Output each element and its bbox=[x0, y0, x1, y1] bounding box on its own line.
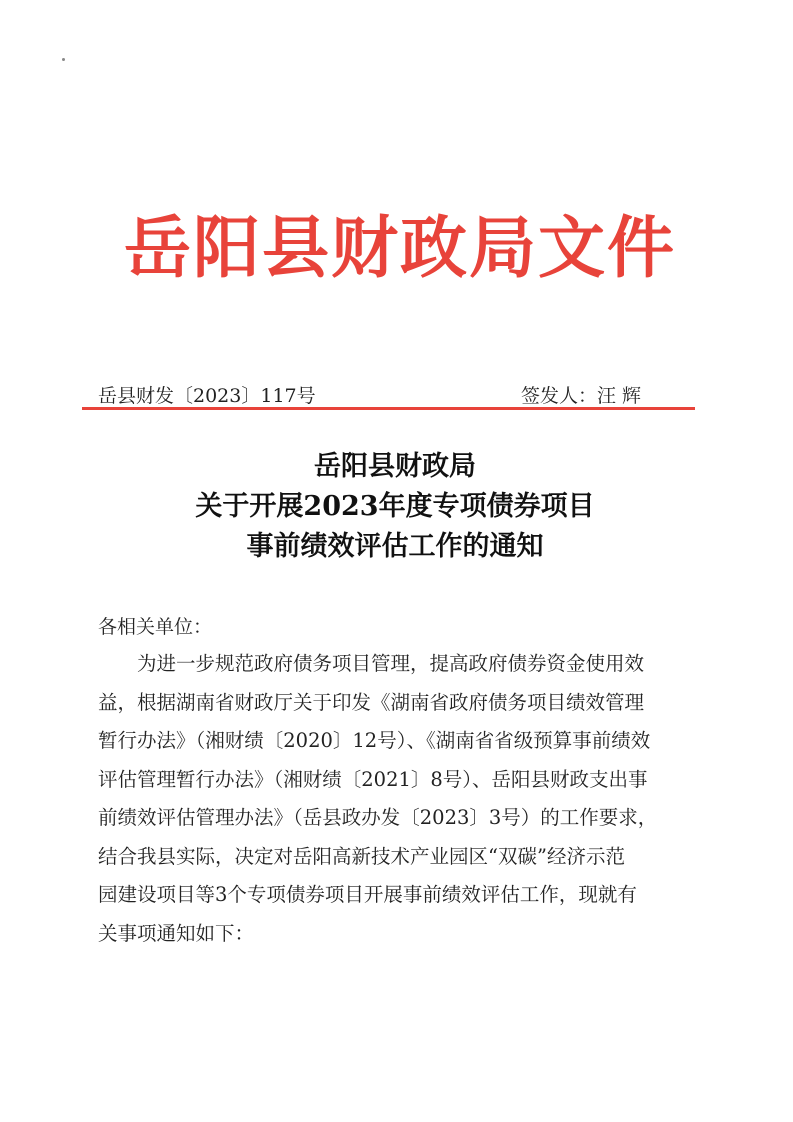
document-number: 岳县财发〔2023〕117号 bbox=[98, 385, 316, 407]
body-line: 结合我县实际，决定对岳阳高新技术产业园区“双碳”经济示范 bbox=[98, 844, 625, 868]
salutation: 各相关单位： bbox=[98, 616, 213, 638]
body-line: 园建设项目等3个专项债券项目开展事前绩效评估工作，现就有 bbox=[98, 883, 637, 906]
red-divider-line bbox=[82, 407, 695, 410]
masthead-title: 岳阳县财政局文件 bbox=[124, 209, 676, 287]
body-line: 为进一步规范政府债务项目管理，提高政府债券资金使用效 bbox=[137, 652, 645, 675]
body-line: 暂行办法》（湘财绩〔2020〕12号）、《湖南省省级预算事前绩效 bbox=[98, 729, 651, 752]
body-line: 关事项通知如下： bbox=[98, 921, 255, 945]
title-line-3: 事前绩效评估工作的通知 bbox=[246, 531, 544, 562]
signer: 签发人：汪 辉 bbox=[521, 385, 642, 407]
title-line-2: 关于开展2023年度专项债券项目 bbox=[195, 491, 595, 522]
body-line: 前绩效评估管理办法》（岳县政办发〔2023〕3号）的工作要求， bbox=[98, 806, 658, 829]
body-line: 益，根据湖南省财政厅关于印发《湖南省政府债务项目绩效管理 bbox=[98, 690, 645, 714]
body-line: 评估管理暂行办法》（湘财绩〔2021〕8号）、岳阳县财政支出事 bbox=[98, 767, 648, 791]
notice-title bbox=[80, 447, 710, 567]
title-line-1: 岳阳县财政局 bbox=[314, 451, 476, 482]
body-paragraph bbox=[98, 645, 718, 953]
scan-speck bbox=[62, 58, 65, 61]
